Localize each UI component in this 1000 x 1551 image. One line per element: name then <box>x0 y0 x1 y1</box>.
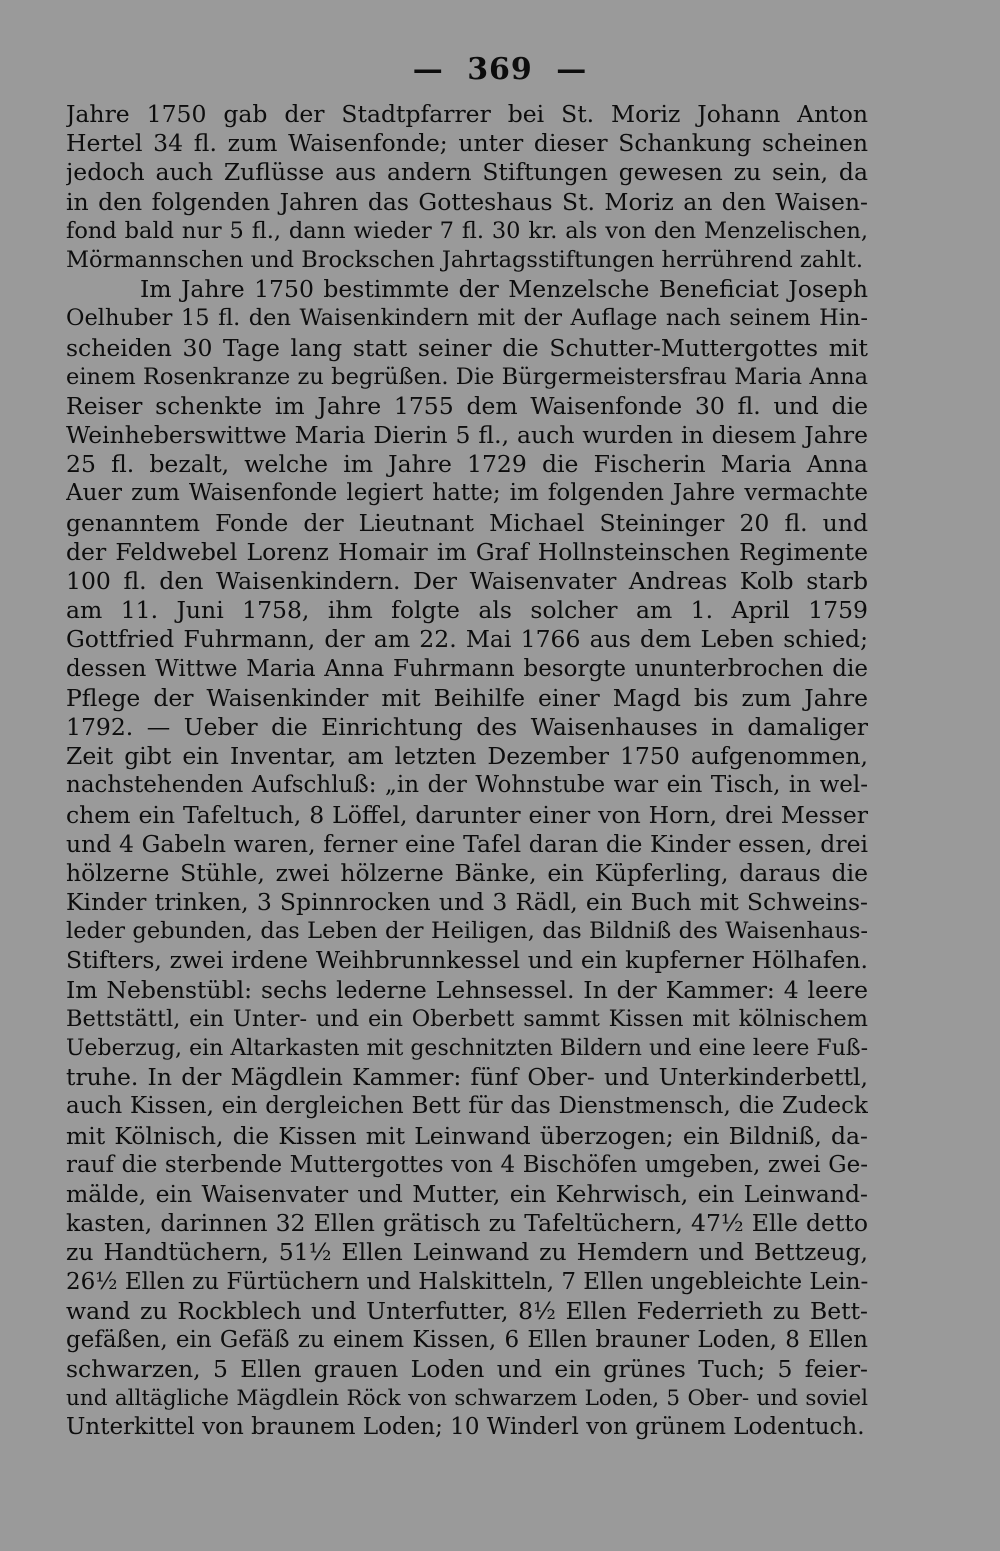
text-line: leder gebunden, das Leben der Heiligen, das Bildniß des Waisenhaus- <box>66 918 868 945</box>
text-line: Oelhuber 15 fl. den Waisenkindern mit der Auflage nach seinem Hin- <box>66 305 868 332</box>
text-line: 1792. — Ueber die Einrichtung des Waisenhauses in damaliger <box>66 712 868 741</box>
text-line: fond bald nur 5 fl., dann wieder 7 fl. 30 kr. als von den Menzelischen, <box>66 217 868 244</box>
text-line: einem Rosenkranze zu begrüßen. Die Bürgermeistersfrau Maria Anna <box>66 363 868 390</box>
text-line: mälde, ein Waisenvater und Mutter, ein Kehrwisch, ein Leinwand- <box>66 1179 868 1208</box>
text-line: nachstehenden Aufschluß: „in der Wohnstube war ein Tisch, in wel- <box>66 772 868 799</box>
text-line: kasten, darinnen 32 Ellen grätisch zu Tafeltüchern, 47½ Elle detto <box>66 1209 868 1238</box>
text-line: wand zu Rockblech und Unterfutter, 8½ Ellen Federrieth zu Bett- <box>66 1296 868 1325</box>
text-line: Stifters, zwei irdene Weihbrunnkessel und ein kupferner Hölhafen. <box>66 946 868 975</box>
text-line: 25 fl. bezalt, welche im Jahre 1729 die Fischerin Maria Anna <box>66 450 868 479</box>
text-line: schwarzen, 5 Ellen grauen Loden und ein grünes Tuch; 5 feier- <box>66 1355 868 1384</box>
text-line: gefäßen, ein Gefäß zu einem Kissen, 6 Ellen brauner Loden, 8 Ellen <box>66 1326 868 1353</box>
text-line: und alltägliche Mägdlein Röck von schwarzem Loden, 5 Ober- und soviel <box>66 1386 868 1412</box>
text-line: genanntem Fonde der Lieutnant Michael Steininger 20 fl. und <box>66 508 868 537</box>
text-line: truhe. In der Mägdlein Kammer: fünf Ober- und Unterkinderbettl, <box>66 1063 868 1092</box>
text-line: Weinheberswittwe Maria Dierin 5 fl., auch wurden in diesem Jahre <box>66 421 868 450</box>
text-line: Jahre 1750 gab der Stadtpfarrer bei St. Moriz Johann Anton <box>66 100 868 128</box>
text-line: Pflege der Waisenkinder mit Beihilfe einer Magd bis zum Jahre <box>66 683 868 712</box>
text-line: Gottfried Fuhrmann, der am 22. Mai 1766 aus dem Leben schied; <box>66 625 868 654</box>
text-line: mit Kölnisch, die Kissen mit Leinwand überzogen; ein Bildniß, da- <box>66 1121 868 1150</box>
text-line: am 11. Juni 1758, ihm folgte als solcher am 1. April 1759 <box>66 596 868 625</box>
text-line: Auer zum Waisenfonde legiert hatte; im folgenden Jahre vermachte <box>66 480 868 507</box>
text-line: Im Nebenstübl: sechs lederne Lehnsessel. In der Kammer: 4 leere <box>66 975 868 1004</box>
text-line: Im Jahre 1750 bestimmte der Menzelsche Beneficiat Joseph <box>140 275 868 304</box>
text-line: in den folgenden Jahren das Gotteshaus St. Moriz an den Waisen- <box>66 187 868 216</box>
text-line: Bettstättl, ein Unter- und ein Oberbett sammt Kissen mit kölnischem <box>66 1005 868 1032</box>
text-line: und 4 Gabeln waren, ferner eine Tafel daran die Kinder essen, drei <box>66 829 868 858</box>
text-line: Mörmannschen und Brockschen Jahrtagsstiftungen herrührend zahlt. <box>66 246 864 273</box>
text-line: scheiden 30 Tage lang statt seiner die Schutter-Muttergottes mit <box>66 333 868 362</box>
text-line: Ueberzug, ein Altarkasten mit geschnitzten Bildern und eine leere Fuß- <box>66 1036 868 1061</box>
text-line: Zeit gibt ein Inventar, am letzten Dezember 1750 aufgenommen, <box>66 742 868 771</box>
text-line: Kinder trinken, 3 Spinnrocken und 3 Rädl, ein Buch mit Schweins- <box>66 888 868 917</box>
text-line: auch Kissen, ein dergleichen Bett für das Dienstmensch, die Zudeck <box>66 1093 868 1120</box>
text-line: Hertel 34 fl. zum Waisenfonde; unter dieser Schankung scheinen <box>66 129 868 158</box>
text-line: dessen Wittwe Maria Anna Fuhrmann besorgte ununterbrochen die <box>66 655 868 682</box>
text-line: chem ein Tafeltuch, 8 Löffel, darunter einer von Horn, drei Messer <box>66 800 868 829</box>
text-line: der Feldwebel Lorenz Homair im Graf Hollnsteinschen Regimente <box>66 537 868 566</box>
page-number: 369 <box>467 52 533 87</box>
text-line: Reiser schenkte im Jahre 1755 dem Waisenfonde 30 fl. und die <box>66 391 868 420</box>
text-line: 26½ Ellen zu Fürtüchern und Halskitteln, 7 Ellen ungebleichte Lein- <box>66 1268 868 1295</box>
text-line: zu Handtüchern, 51½ Ellen Leinwand zu Hemdern und Bettzeug, <box>66 1238 868 1267</box>
text-line: hölzerne Stühle, zwei hölzerne Bänke, ein Küpferling, daraus die <box>66 858 868 887</box>
page-number-dash-right: — <box>556 52 588 87</box>
body-text <box>66 100 868 1443</box>
text-line: 100 fl. den Waisenkindern. Der Waisenvater Andreas Kolb starb <box>66 567 868 595</box>
text-line: jedoch auch Zuflüsse aus andern Stiftungen gewesen zu sein, da <box>66 158 868 187</box>
page-header <box>0 52 1000 87</box>
text-line: Unterkittel von braunem Loden; 10 Winderl von grünem Lodentuch. <box>66 1414 865 1441</box>
text-line: rauf die sterbende Muttergottes von 4 Bischöfen umgeben, zwei Ge- <box>66 1151 868 1178</box>
page-number-dash-left: — <box>412 52 444 87</box>
